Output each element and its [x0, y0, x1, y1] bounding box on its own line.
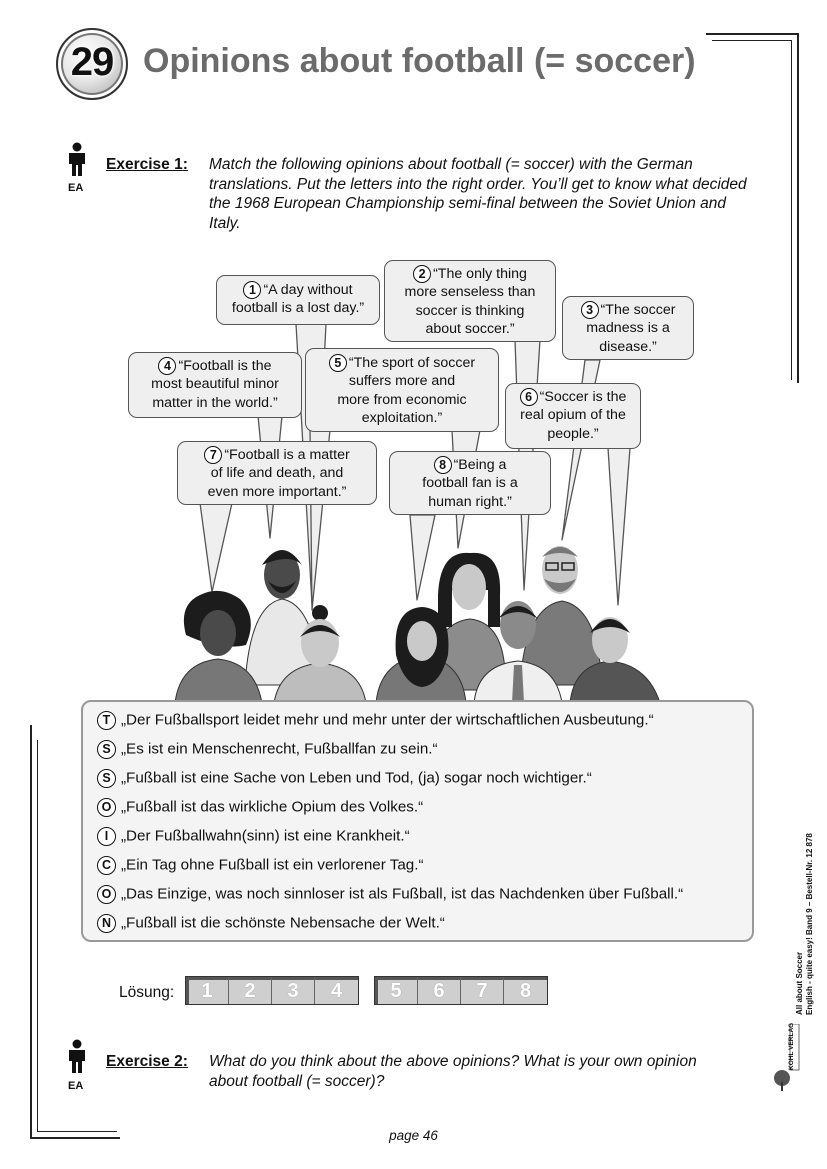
bubble-3 — [562, 296, 694, 360]
bubble-1-line2: football is a lost day.” — [231, 300, 365, 317]
bubble-6-line1: 6 “Soccer is the — [506, 388, 640, 406]
bubble-6-line2: real opium of the — [520, 407, 626, 424]
answer-letter: N — [97, 914, 116, 933]
bubble-3-line1: 3 “The soccer — [563, 301, 693, 319]
solution-cells-first — [185, 976, 359, 1005]
answer-text: „Ein Tag ohne Fußball ist ein verlorener Tag.“ — [121, 856, 424, 874]
answer-letter: T — [97, 711, 116, 730]
answer-row — [97, 740, 438, 759]
bubble-2-line2: more senseless than — [404, 284, 536, 301]
bubble-5 — [305, 348, 499, 432]
bubble-3-line3: disease.” — [599, 338, 657, 355]
translations-box — [81, 700, 754, 942]
sidebar-line1: All about Soccer — [795, 951, 804, 1015]
answer-letter: I — [97, 827, 116, 846]
person-icon — [66, 1039, 88, 1073]
bubble-3-line2: madness is a — [586, 320, 670, 337]
bubble-7-number: 7 — [204, 446, 222, 464]
bubble-7-line1: 7 “Football is a matter — [178, 446, 376, 464]
bubble-7 — [177, 441, 377, 505]
answer-text: „Der Fußballsport leidet mehr und mehr unter der wirtschaftlichen Ausbeutung.“ — [121, 711, 654, 729]
person-front-1 — [175, 591, 262, 703]
answer-text: „Fußball ist eine Sache von Leben und Tod, (ja) sogar noch wichtiger.“ — [121, 769, 592, 787]
bubble-1-number: 1 — [243, 281, 261, 299]
bubble-7-line2: of life and death, and — [210, 465, 344, 482]
bubble-2-line3: soccer is thinking — [415, 302, 525, 319]
answer-text: „Es ist ein Menschenrecht, Fußballfan zu sein.“ — [121, 740, 438, 758]
bubble-8-line1: 8 “Being a — [390, 456, 550, 474]
solution-cell[interactable]: 2 — [229, 977, 272, 1004]
exercise2-mode: EA — [68, 1080, 84, 1092]
solution-cell[interactable]: 4 — [330, 980, 343, 1002]
solution-cell[interactable]: 7 — [461, 977, 504, 1004]
exercise2-label-text: Exercise 2 — [106, 1053, 183, 1070]
bubble-2-line4: about soccer.” — [425, 320, 515, 337]
bubble-5-line2: suffers more and — [348, 373, 456, 390]
solution-cell[interactable]: 8 — [519, 980, 532, 1002]
solution-cell[interactable]: 3 — [272, 977, 315, 1004]
bubble-8 — [389, 451, 551, 515]
bubble-4-line3: matter in the world.” — [152, 394, 278, 411]
exercise2-label — [106, 1053, 188, 1071]
bubble-5-number: 5 — [329, 354, 347, 372]
bubble-7-line3: even more important.” — [207, 483, 347, 500]
answer-row — [97, 856, 424, 875]
answer-row — [97, 769, 592, 788]
publisher-logo-icon — [770, 1024, 800, 1092]
answer-row — [97, 914, 445, 933]
bubble-4 — [128, 352, 302, 418]
page-number: page 46 — [389, 1128, 438, 1143]
publisher-name: KOHL VERLAG — [788, 1022, 795, 1070]
bubble-2-number: 2 — [413, 265, 431, 283]
solution-label: Lösung: — [119, 984, 175, 1001]
bubble-6 — [505, 383, 641, 449]
answer-row — [97, 885, 683, 904]
exercise1-mode: EA — [68, 182, 84, 194]
page-title: Opinions about football (= soccer) — [143, 42, 696, 80]
exercise2-instructions: What do you think about the above opinions? What is your own opinion about football (= soccer)? — [209, 1053, 697, 1090]
solution-cell[interactable]: 5 — [375, 977, 418, 1004]
bubble-3-number: 3 — [581, 301, 599, 319]
answer-text: „Der Fußballwahn(sinn) ist eine Krankheit.“ — [121, 827, 410, 845]
answer-letter: S — [97, 740, 116, 759]
answer-letter: O — [97, 798, 116, 817]
frame-bottom-left-v2 — [37, 740, 38, 1132]
bubble-8-line2: football fan is a — [422, 475, 518, 492]
bubble-4-line1: 4 “Football is the — [129, 357, 301, 375]
answer-text: „Das Einzige, was noch sinnloser ist als Fußball, ist das Nachdenken über Fußball.“ — [121, 885, 684, 903]
solution-cell[interactable]: 1 — [186, 977, 229, 1004]
answer-text: „Fußball ist das wirkliche Opium des Volkes.“ — [121, 798, 424, 816]
bubble-4-number: 4 — [158, 357, 176, 375]
answer-row — [97, 798, 423, 817]
bubble-1-line1: 1 “A day without — [217, 281, 379, 299]
exercise1-label-text: Exercise 1 — [106, 156, 183, 173]
answer-letter: O — [97, 885, 116, 904]
bubble-5-line3: more from economic — [337, 391, 467, 408]
bubble-4-line2: most beautiful minor — [151, 376, 279, 393]
exercise1-instructions: Match the following opinions about football (= soccer) with the German translations. Put the letters into the right order. You’ll get to know what decided the 1968 European Championship semi-final between the Soviet Union and Italy. — [209, 156, 747, 232]
exercise1-colon: : — [182, 156, 188, 173]
sidebar-book-info — [795, 833, 815, 1015]
people-illustration — [170, 535, 665, 703]
bubble-1 — [216, 275, 380, 325]
bubble-5-line1: 5 “The sport of soccer — [306, 354, 498, 372]
solution-cell[interactable]: 6 — [418, 977, 461, 1004]
sidebar-line2: English - quite easy! Band 9 – Bestell-Nr. 12 878 — [805, 833, 814, 1015]
bubble-2-line1: 2 “The only thing — [385, 265, 555, 283]
answer-row — [97, 827, 410, 846]
bubble-2 — [384, 260, 556, 342]
bubble-5-line4: exploitation.” — [361, 409, 443, 426]
chapter-number: 29 — [70, 40, 114, 84]
bubble-8-line3: human right.” — [428, 493, 512, 510]
bubble-8-number: 8 — [434, 456, 452, 474]
answer-text: „Fußball ist die schönste Nebensache der Welt.“ — [121, 914, 445, 932]
frame-bottom-left-v — [30, 725, 32, 1138]
exercise2-colon: : — [182, 1053, 188, 1070]
answer-row — [97, 711, 654, 730]
bubble-6-number: 6 — [520, 388, 538, 406]
bubble-6-line3: people.” — [547, 425, 599, 442]
solution-cells-second — [374, 976, 548, 1005]
answer-letter: S — [97, 769, 116, 788]
answer-letter: C — [97, 856, 116, 875]
